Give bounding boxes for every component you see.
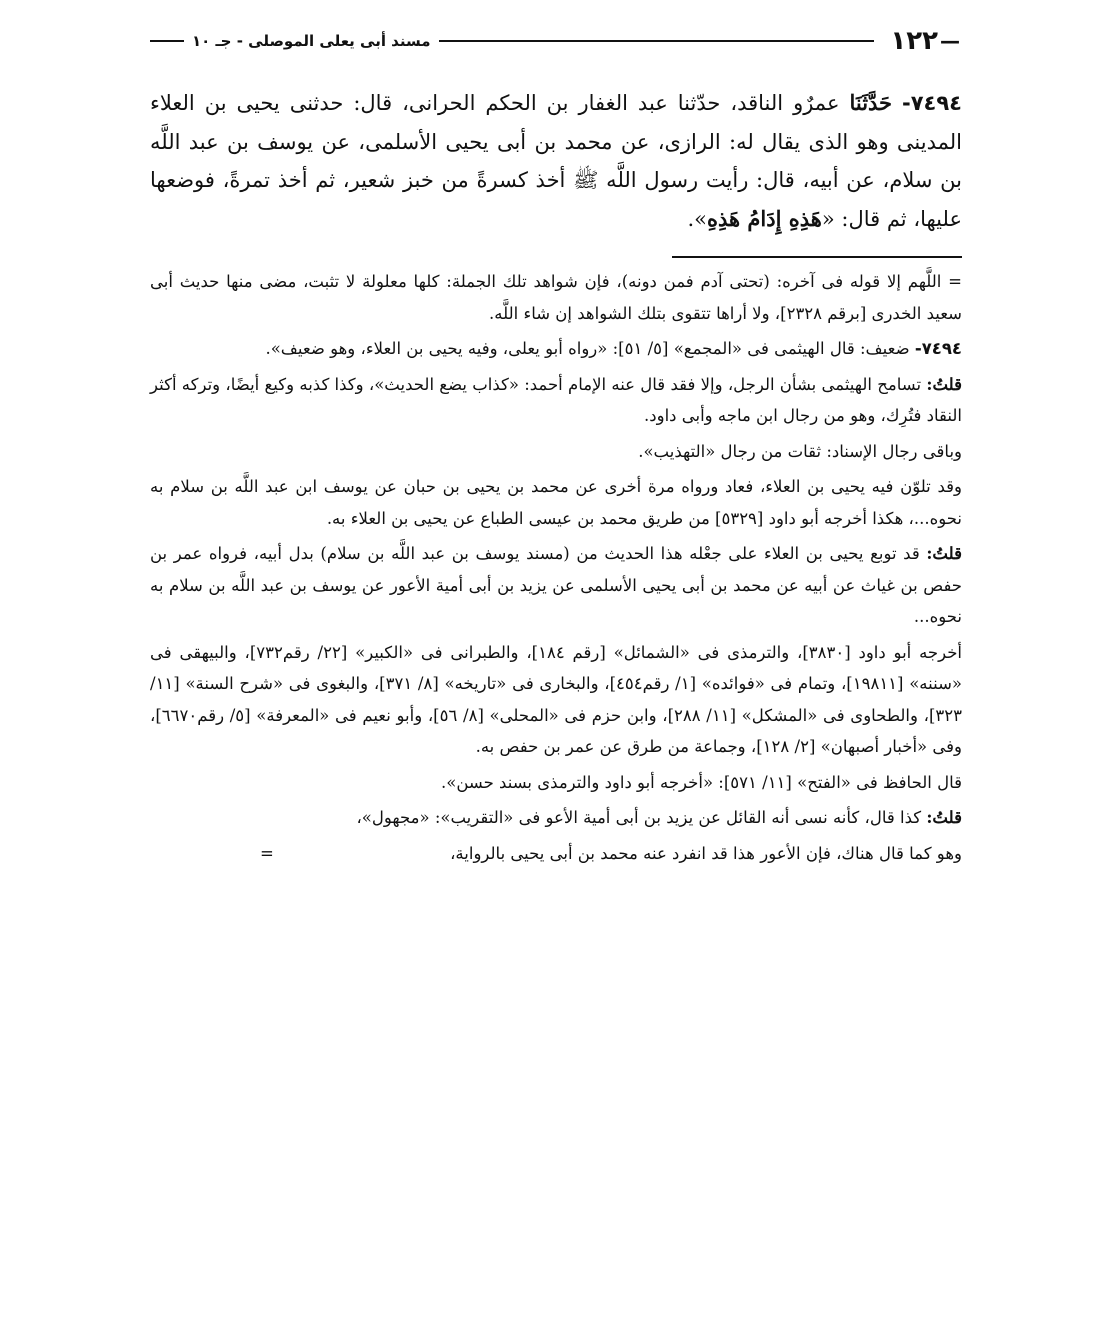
page-number: ١٢٢	[890, 26, 938, 56]
qultu-text: كذا قال، كأنه نسى أنه القائل عن يزيد بن أبى أمية الأعو فى «التقريب»: «مجهول»،	[356, 808, 922, 827]
continues-marker: =	[260, 843, 274, 863]
footnotes	[150, 266, 962, 869]
footnote-grading-text: ضعيف: قال الهيثمى فى «المجمع» [٥/ ٥١]: «رواه أبو يعلى، وفيه يحيى بن العلاء، وهو ضعيف».	[265, 339, 910, 358]
footnote-fath: قال الحافظ فى «الفتح» [١١/ ٥٧١]: «أخرجه أبو داود والترمذى بسند حسن».	[440, 772, 962, 792]
qultu-label: قلتُ:	[926, 374, 963, 394]
footnote-separator	[672, 256, 962, 258]
hadith-closing: ».	[687, 206, 708, 231]
qultu-label: قلتُ:	[926, 544, 962, 563]
book-page	[150, 24, 962, 1291]
qultu-text: قد توبع يحيى بن العلاء على جعْله هذا الحديث من (مسند يوسف بن عبد اللَّه بن سلام) بدل أبيه، فرواه عمر بن حفص بن غياث عن أبيه عن محمد بن أبى يحيى الأسلمى عن يزيد بن أبى أمية الأعور عن يوسف بن عبد اللَّه بن سلام به نحوه...	[150, 544, 962, 626]
footnote-takhrij: أخرجه أبو داود [٣٨٣٠]، والترمذى فى «الشمائل» [رقم ١٨٤]، والطبرانى فى «الكبير» [٢٢/ رقم٧٣٢]، والبيهقى فى «سننه» [١٩٨١١]، وتمام فى «فوائده» [١/ رقم٤٥٤]، والبخارى فى «تاريخه» [٨/ ٣٧١]، والبغوى فى «شرح السنة» [١١/ ٣٢٣]، والطحاوى فى «المشكل» [١١/ ٢٨٨]، وابن حزم فى «المحلى» [٨/ ٥٦]، وأبو نعيم فى «المعرفة» [٥/ رقم٦٦٧٠]، وفى «أخبار أصبهان» [٢/ ١٢٨]، وجماعة من طرق عن عمر بن حفص به.	[150, 642, 963, 756]
header-leading-dash: —	[940, 29, 960, 53]
qultu-label: قلتُ:	[926, 808, 962, 827]
footnote-talawwun: وقد تلوّن فيه يحيى بن العلاء، فعاد ورواه مرة أخرى عن محمد بن يحيى بن حبان عن يوسف ابن عبد اللَّه بن سلام به نحوه...، هكذا أخرجه أبو داود [٥٣٢٩] من طريق محمد بن عيسى الطباع عن يحيى بن العلاء به.	[150, 477, 962, 528]
footnote-grading	[150, 333, 962, 365]
header-tail-rule	[150, 40, 184, 42]
footnote-qultu-2	[150, 538, 962, 633]
footnote-last-line	[150, 838, 962, 870]
footnote-number: ٧٤٩٤-	[914, 339, 962, 358]
hadith-text	[150, 84, 962, 238]
last-line-text: وهو كما قال هناك، فإن الأعور هذا قد انفرد عنه محمد بن أبى يحيى بالرواية،	[450, 843, 962, 863]
hadith-matn: هَذِهِ إِدَامُ هَذِهِ	[707, 205, 822, 231]
footnote-isnad: وباقى رجال الإسناد: ثقات من رجال «التهذيب».	[638, 441, 962, 461]
hadith-isnad: عمرٌو الناقد، حدّثنا عبد الغفار بن الحكم الحرانى، قال: حدثنى يحيى بن العلاء المدينى وهو الذى يقال له: الرازى، عن محمد بن أبى يحيى الأسلمى، عن يوسف بن عبد اللَّه بن سلام، عن أبيه، قال: رأيت رسول اللَّه ﷺ أخذ كسرةً من خبز شعير، ثم أخذ تمرةً، فوضعها عليها، ثم قال: «	[150, 91, 962, 231]
header-rule	[439, 40, 875, 42]
hadith-lead-word: حَدَّثَنَا	[849, 90, 893, 115]
footnote-qultu-3	[150, 802, 962, 834]
hadith-number: ٧٤٩٤-	[902, 91, 963, 115]
book-title: مسند أبى يعلى الموصلى - جـ ١٠	[192, 32, 431, 50]
footnote-qultu-1	[150, 369, 962, 432]
footnote-continuation: = اللَّهم إلا قوله فى آخره: (تحتى آدم فمن دونه)، فإن شواهد تلك الجملة: كلها معلولة لا تثبت، مضى منها حديث أبى سعيد الخدرى [برقم ٢٣٢٨]، ولا أراها تتقوى بتلك الشواهد إن شاء اللَّه.	[150, 272, 962, 323]
running-header	[150, 24, 962, 58]
qultu-text: تسامح الهيثمى بشأن الرجل، وإلا فقد قال عنه الإمام أحمد: «كذاب يضع الحديث»، وكذا كذبه وكيع أيضًا، وتركه أكثر النقاد فتُرِك، وهو من رجال ابن ماجه وأبى داود.	[150, 374, 962, 425]
